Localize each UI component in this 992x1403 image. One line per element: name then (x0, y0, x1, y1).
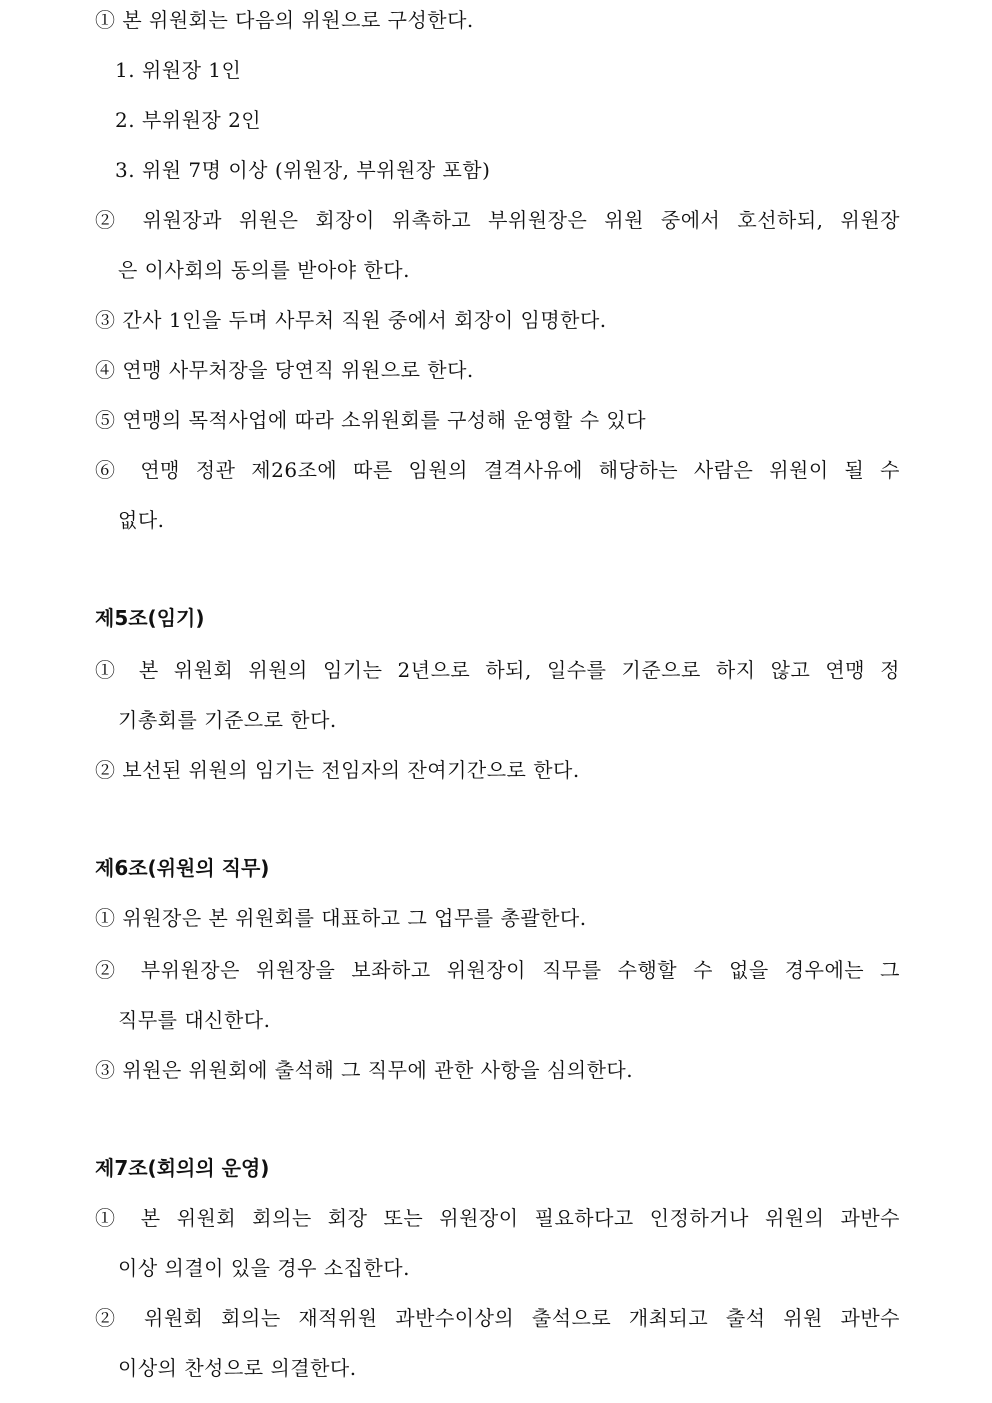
paragraph-chairman-duty: ① 위원장은 본 위원회를 대표하고 그 업무를 총괄한다. (95, 906, 587, 930)
article-7-heading: 제7조(회의의 운영) (95, 1156, 270, 1180)
paragraph-appointment-line1: ② 위원장과 위원은 회장이 위촉하고 부위원장은 위원 중에서 호선하되, 위원장 (95, 208, 900, 232)
paragraph-subcommittee: ⑤ 연맹의 목적사업에 따라 소위원회를 구성해 운영할 수 있다 (95, 408, 647, 432)
list-item-vice-chairman: 2. 부위원장 2인 (115, 108, 262, 132)
paragraph-meeting-convene-line1: ① 본 위원회 회의는 회장 또는 위원장이 필요하다고 인정하거나 위원의 과반수 (95, 1206, 900, 1230)
paragraph-replacement-term: ② 보선된 위원의 임기는 전임자의 잔여기간으로 한다. (95, 758, 580, 782)
paragraph-secretary: ③ 간사 1인을 두며 사무처 직원 중에서 회장이 임명한다. (95, 308, 607, 332)
paragraph-appointment-line2: 은 이사회의 동의를 받아야 한다. (118, 258, 410, 282)
paragraph-term-line1: ① 본 위원회 위원의 임기는 2년으로 하되, 일수를 기준으로 하지 않고 연맹 정 (95, 658, 900, 682)
paragraph-quorum-line1: ② 위원회 회의는 재적위원 과반수이상의 출석으로 개최되고 출석 위원 과반수 (95, 1306, 900, 1330)
paragraph-member-duty: ③ 위원은 위원회에 출석해 그 직무에 관한 사항을 심의한다. (95, 1058, 634, 1082)
paragraph-term-line2: 기총회를 기준으로 한다. (118, 708, 337, 732)
paragraph-quorum-line2: 이상의 찬성으로 의결한다. (118, 1356, 357, 1380)
paragraph-vice-chairman-duty-line2: 직무를 대신한다. (118, 1008, 271, 1032)
paragraph-ex-officio: ④ 연맹 사무처장을 당연직 위원으로 한다. (95, 358, 474, 382)
paragraph-meeting-convene-line2: 이상 의결이 있을 경우 소집한다. (118, 1256, 410, 1280)
article-6-heading: 제6조(위원의 직무) (95, 856, 270, 880)
list-item-chairman: 1. 위원장 1인 (115, 58, 242, 82)
paragraph-disqualification-line1: ⑥ 연맹 정관 제26조에 따른 임원의 결격사유에 해당하는 사람은 위원이 될 수 (95, 458, 900, 482)
article-5-heading: 제5조(임기) (95, 606, 205, 630)
paragraph-vice-chairman-duty-line1: ② 부위원장은 위원장을 보좌하고 위원장이 직무를 수행할 수 없을 경우에는 그 (95, 958, 900, 982)
list-item-members: 3. 위원 7명 이상 (위원장, 부위원장 포함) (115, 158, 491, 182)
paragraph-disqualification-line2: 없다. (118, 508, 165, 532)
paragraph-composition: ① 본 위원회는 다음의 위원으로 구성한다. (95, 8, 474, 32)
